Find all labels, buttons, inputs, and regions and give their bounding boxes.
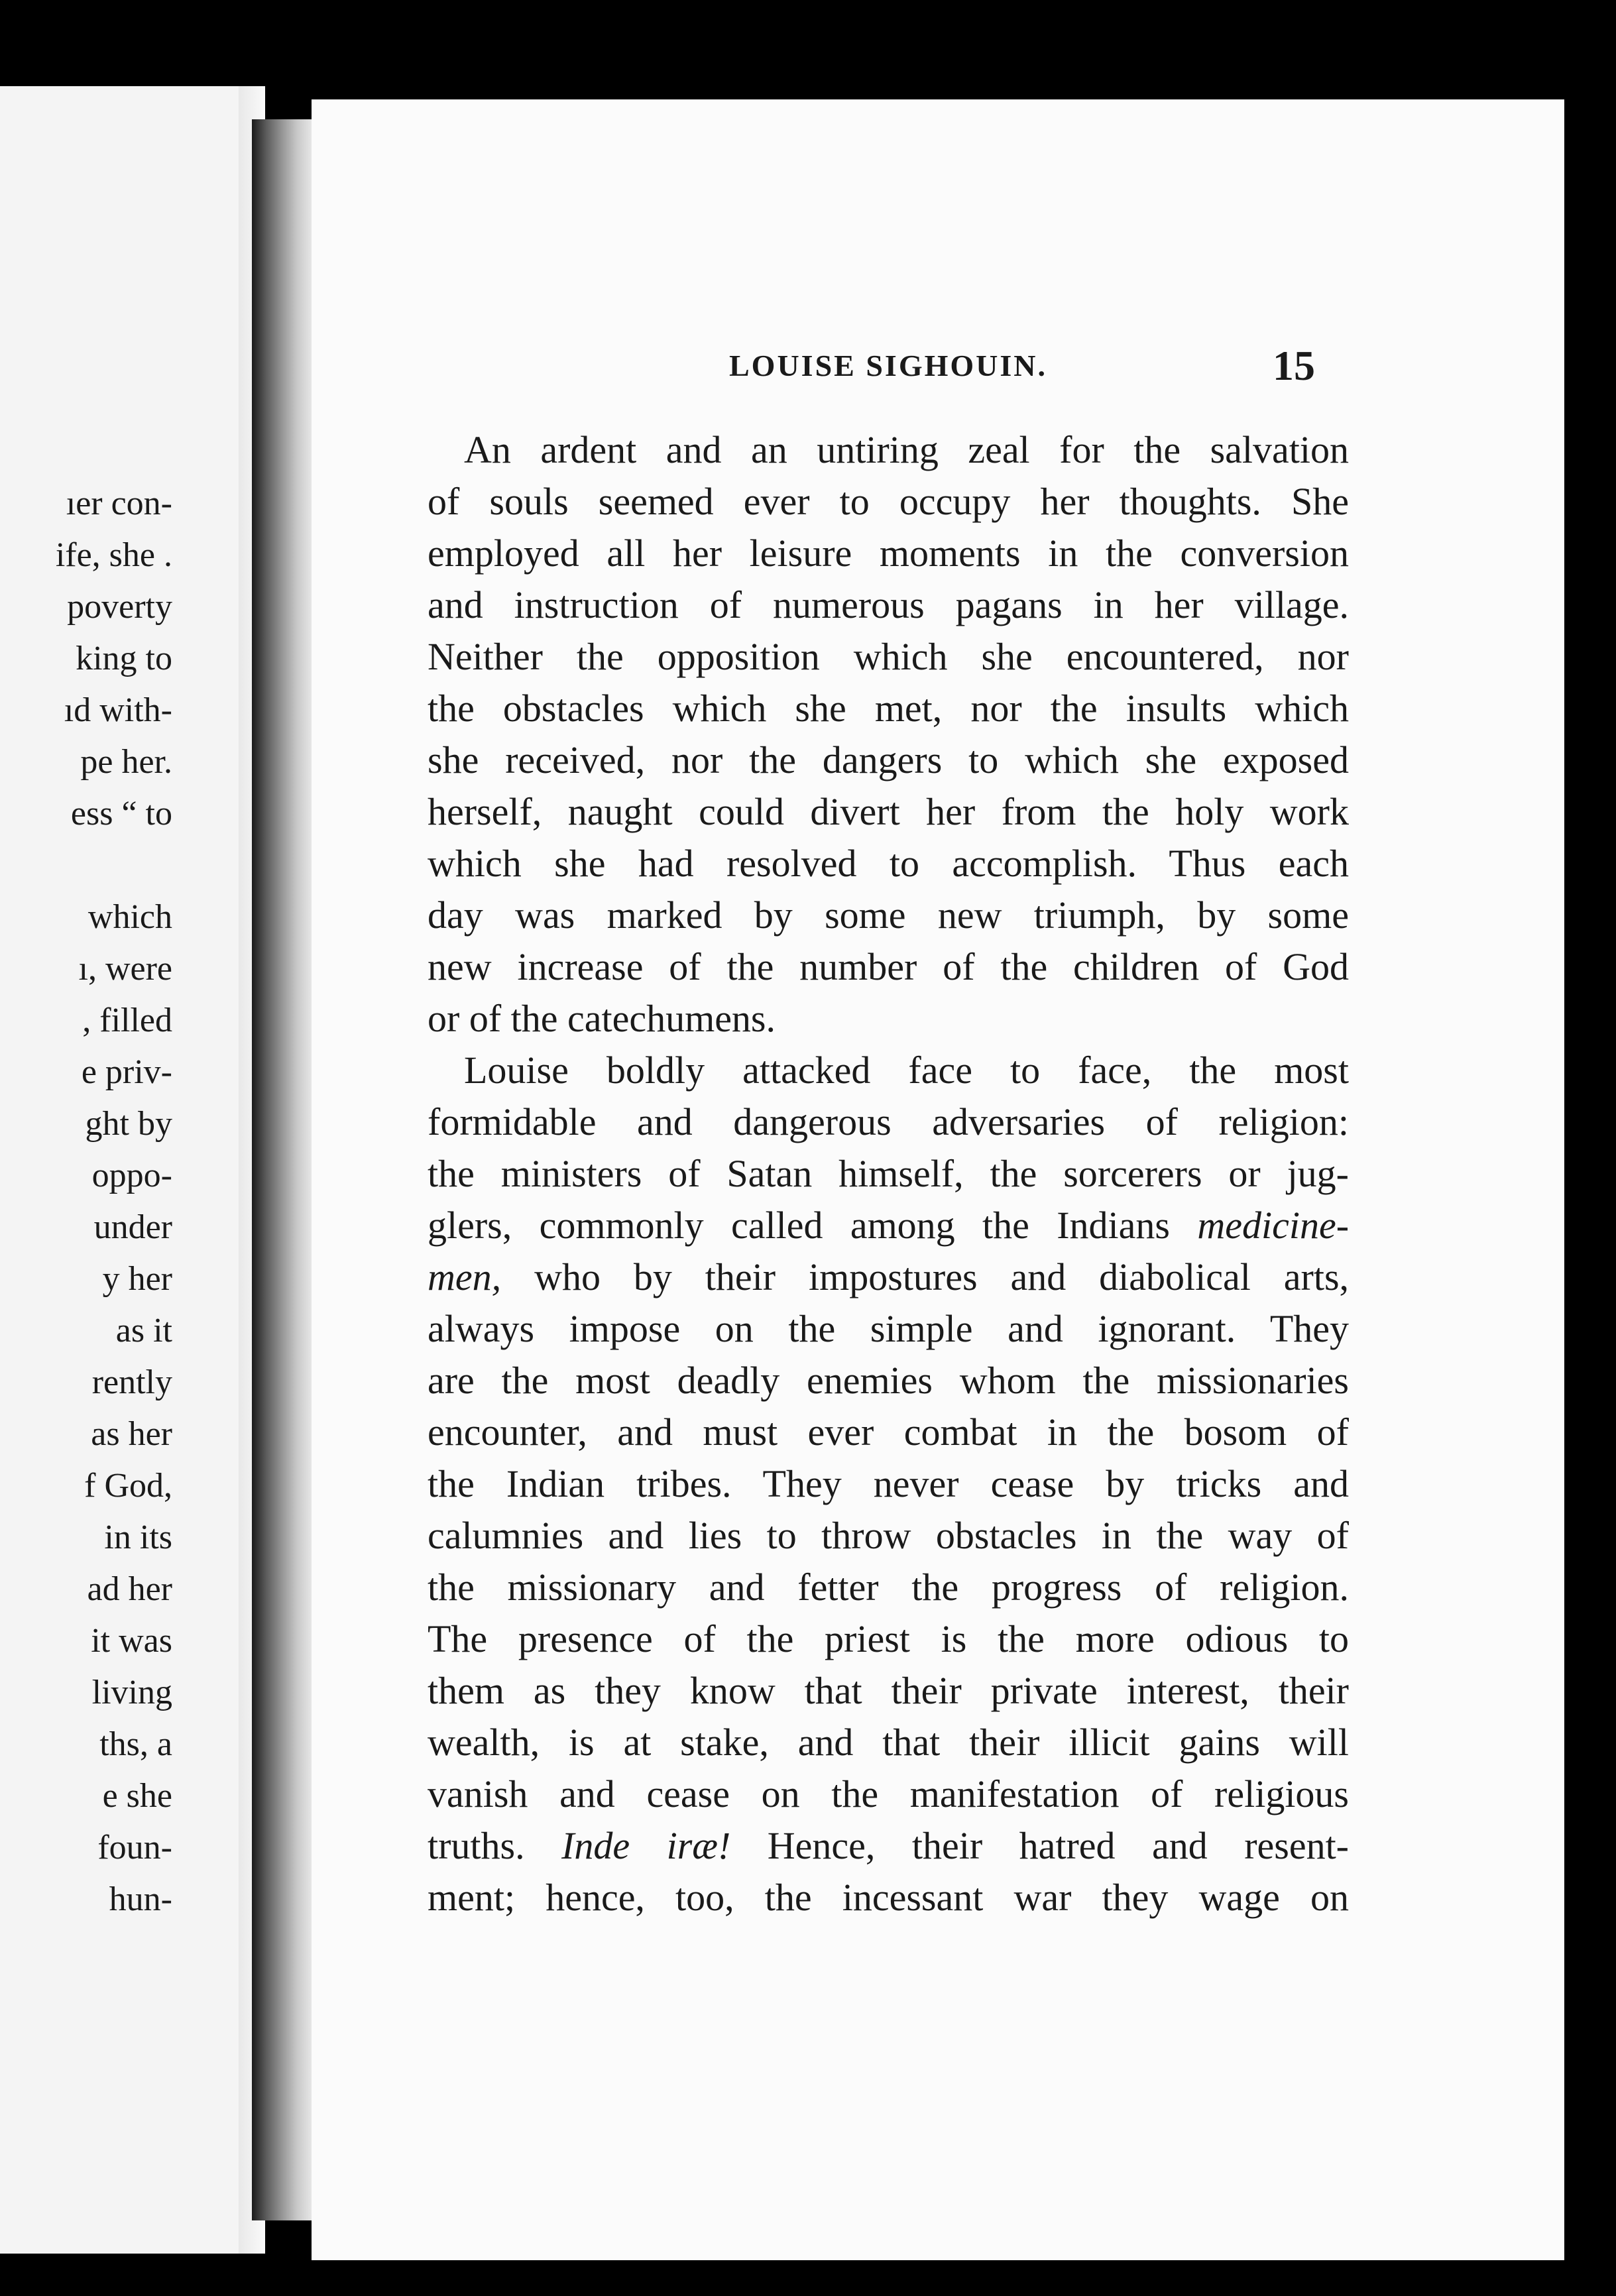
running-title: LOUISE SIGHOUIN. (729, 349, 1048, 382)
left-page-line: living (91, 1674, 172, 1711)
text-line: which she had resolved to accomplish. Thus each (428, 842, 1349, 885)
text-line: Louise boldly attacked face to face, the most (464, 1049, 1349, 1092)
italic-term: medicine- (1197, 1204, 1350, 1247)
left-page-line: y her (102, 1260, 172, 1298)
left-page-line: ess “ to (70, 795, 172, 832)
left-page-line: rently (91, 1363, 172, 1401)
text-line: vanish and cease on the manifestation of religious (428, 1772, 1349, 1815)
text-line: herself, naught could divert her from the holy work (428, 790, 1349, 833)
text-line: the obstacles which she met, nor the insults which (428, 687, 1349, 730)
left-page-line: ife, she . (55, 536, 172, 574)
text-line: and instruction of numerous pagans in her village. (428, 583, 1349, 626)
left-page-line: as it (115, 1312, 172, 1349)
text-line: new increase of the number of the children of God (428, 945, 1349, 988)
left-page-line: e she (102, 1777, 172, 1815)
text-segment: Hence, their hatred and resent- (767, 1824, 1349, 1867)
left-page-line: as her (91, 1415, 172, 1453)
text-line: calumnies and lies to throw obstacles in the way of (428, 1514, 1349, 1557)
left-page-line: under (93, 1208, 172, 1246)
text-segment: glers, commonly called among the Indians (428, 1204, 1170, 1247)
text-line: day was marked by some new triumph, by some (428, 893, 1349, 937)
left-page-line: ıer con- (66, 485, 172, 522)
facing-left-page (0, 86, 259, 2254)
text-segment: who by their impostures and diabolical arts, (534, 1255, 1350, 1298)
left-page-line: ıd with- (64, 691, 172, 729)
text-line: wealth, is at stake, and that their illicit gains will (428, 1721, 1349, 1764)
text-segment: truths. (428, 1824, 525, 1867)
left-page-line: e priv- (81, 1053, 172, 1091)
text-line: The presence of the priest is the more odious to (428, 1617, 1349, 1660)
italic-term: men, (428, 1255, 502, 1298)
text-line: employed all her leisure moments in the conversion (428, 532, 1349, 575)
page-number: 15 (1273, 342, 1315, 389)
left-page-line: it was (91, 1622, 172, 1660)
left-page-line: poverty (67, 588, 172, 626)
left-page-line: , filled (82, 1002, 172, 1039)
page-header (312, 341, 1564, 394)
left-page-line: foun- (97, 1829, 172, 1866)
text-line: the missionary and fetter the progress of religion. (428, 1566, 1349, 1609)
text-line: or of the catechumens. (428, 997, 776, 1040)
scan-border (1564, 99, 1616, 2260)
text-line: are the most deadly enemies whom the missionaries (428, 1359, 1349, 1402)
left-page-line: king to (76, 640, 172, 677)
left-page-line: in its (104, 1519, 172, 1556)
left-page-line: which (87, 898, 172, 936)
left-page-line: pe her. (80, 743, 172, 781)
text-line (428, 1200, 1349, 1251)
left-page-line: ı, were (78, 950, 172, 988)
text-line (428, 1251, 1349, 1303)
left-page-line: oppo- (91, 1157, 172, 1194)
text-line: she received, nor the dangers to which she exposed (428, 738, 1349, 781)
text-line: encounter, and must ever combat in the bosom of (428, 1410, 1349, 1454)
left-page-line: ad her (87, 1570, 172, 1608)
italic-term: Inde iræ! (561, 1824, 731, 1867)
left-page-line: ght by (85, 1105, 172, 1143)
right-page (312, 99, 1564, 2260)
text-line: ment; hence, too, the incessant war they wage on (428, 1876, 1349, 1919)
text-line: An ardent and an untiring zeal for the salvation (464, 428, 1349, 471)
text-line: the ministers of Satan himself, the sorcerers or jug- (428, 1152, 1349, 1195)
text-line (428, 1820, 1349, 1872)
left-page-line: f God, (84, 1467, 172, 1505)
text-line: of souls seemed ever to occupy her thoughts. She (428, 480, 1349, 523)
text-line: formidable and dangerous adversaries of religion: (428, 1100, 1349, 1143)
text-line: always impose on the simple and ignorant. They (428, 1307, 1349, 1350)
text-line: them as they know that their private interest, their (428, 1669, 1349, 1712)
text-line: the Indian tribes. They never cease by tricks and (428, 1462, 1349, 1505)
left-page-line: hun- (109, 1880, 172, 1918)
text-line: Neither the opposition which she encountered, nor (428, 635, 1349, 678)
left-page-line: ths, a (99, 1725, 172, 1763)
